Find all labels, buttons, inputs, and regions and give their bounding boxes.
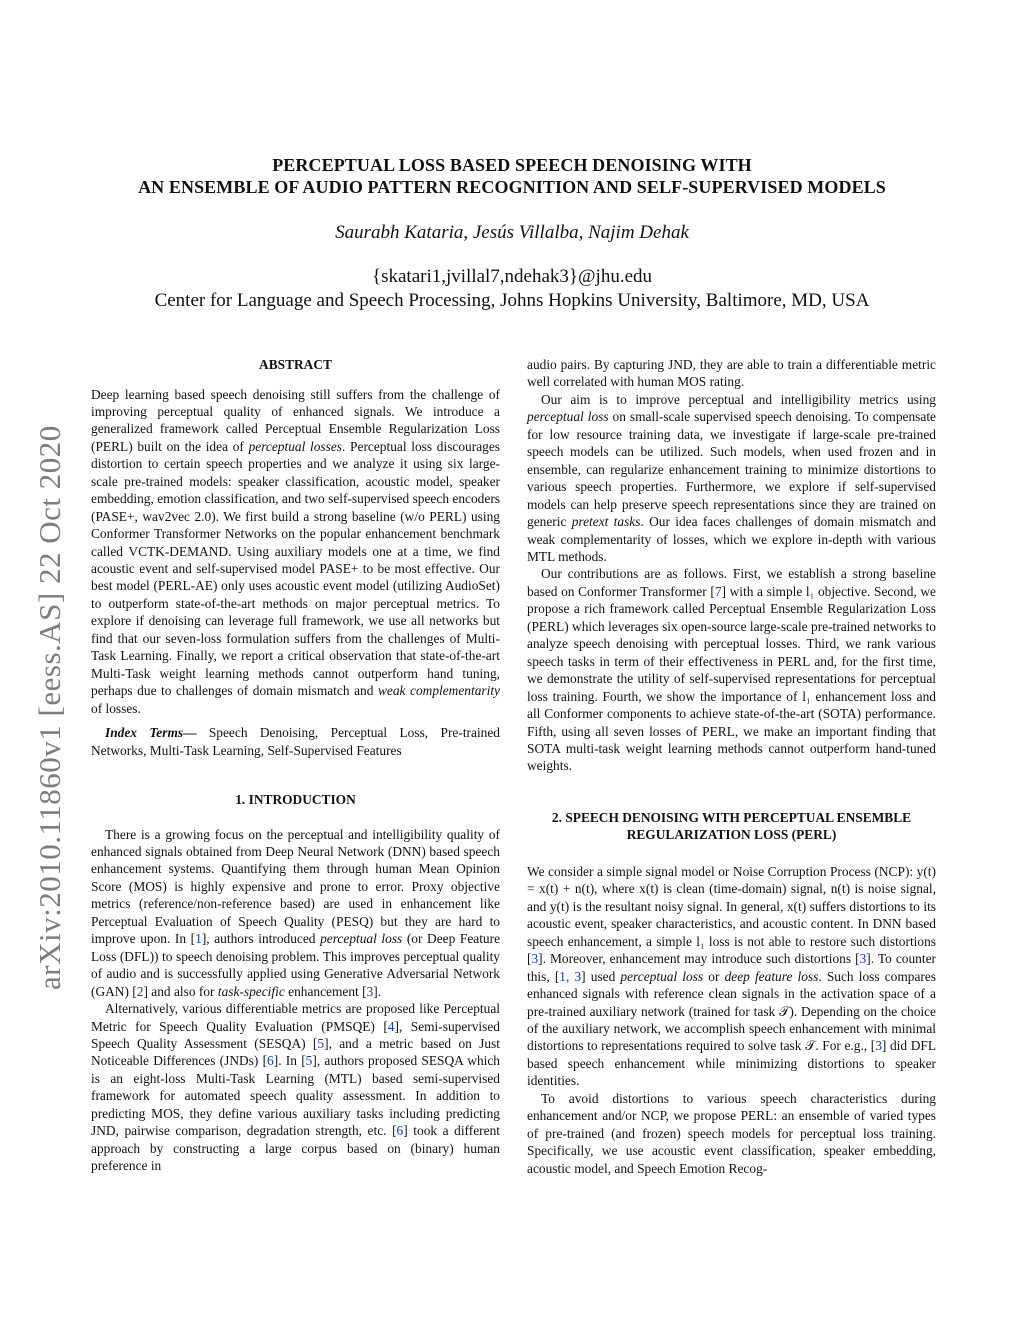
arxiv-stamp xyxy=(28,350,68,990)
title-line-2: AN ENSEMBLE OF AUDIO PATTERN RECOGNITION AND SELF-SUPERVISED MODELS xyxy=(138,177,886,197)
section2-paragraph-2: To avoid distortions to various speech characteristics during enhancement and/or NCP, we propose PERL: an ensemble of varied types of pre-trained (and frozen) speech models for perceptual loss training. Specifically, we use acoustic event classification, speaker embedding, acoustic model, and Speech Emotion Recog- xyxy=(527,1090,936,1176)
citation-link[interactable]: [ 5 ] xyxy=(301,1053,317,1068)
citation-link[interactable]: [ 3 ] xyxy=(855,951,871,966)
abstract-heading: ABSTRACT xyxy=(259,357,332,372)
citation-link[interactable]: [ 6 ] xyxy=(392,1123,408,1138)
affiliation-block xyxy=(60,265,964,313)
citation-link[interactable]: [ 7 ] xyxy=(710,584,726,599)
section2-heading: 2. SPEECH DENOISING WITH PERCEPTUAL ENSEMBLE REGULARIZATION LOSS (PERL) xyxy=(551,809,912,843)
right-column xyxy=(527,356,936,1177)
paper-title xyxy=(60,154,964,198)
citation-link[interactable]: [ 1, 3 ] xyxy=(555,969,586,984)
arxiv-id: arXiv:2010.11860v1 [eess.AS] 22 Oct 2020 xyxy=(32,425,67,990)
citation-link[interactable]: [ 3 ] xyxy=(527,951,543,966)
citation-link[interactable]: [ 4 ] xyxy=(383,1019,399,1034)
citation-link[interactable]: [ 1 ] xyxy=(191,931,207,946)
col2-paragraph-1: Our aim is to improve perceptual and intelligibility metrics using perceptual loss on small-scale supervised speech denoising. To compensate for low resource training data, we investigate if large-scale pre-trained speech models can be utilized. Such models, when used frozen and in ensemble, can regularize enhancement training to minimize distortions to various speech properties. Furthermore, we explore if self-supervised models can help preserve speech representations since they are trained on generic pretext tasks. Our idea faces challenges of domain mismatch and weak complementarity of losses, which we explore in-depth with various MTL methods. xyxy=(527,391,937,564)
citation-link[interactable]: [ 3 ] xyxy=(871,1038,887,1053)
col2-paragraph-0: audio pairs. By capturing JND, they are able to train a differentiable metric well correlated with human MOS rating. xyxy=(527,357,936,390)
title-line-1: PERCEPTUAL LOSS BASED SPEECH DENOISING WITH xyxy=(272,155,752,175)
author-list: Saurabh Kataria, Jesús Villalba, Najim Dehak xyxy=(335,222,689,243)
intro-heading: 1. INTRODUCTION xyxy=(235,792,356,808)
citation-link[interactable]: [ 5 ] xyxy=(313,1036,329,1051)
col2-paragraph-2: Our contributions are as follows. First, we establish a strong baseline based on Conformer Transformer [ 7 ] with a simple l₁ objective. Second, we propose a rich framework called Perceptual Ensemble Regularization Loss (PERL) which leverages six open-source large-scale pre-trained networks to analyze speech denoising with perceptual losses. Third, we rank various speech tasks in term of their effectiveness in PERL and, for the first time, we demonstrate the utility of self-supervised representations for perceptual loss training. Fourth, we show the importance of l₁ enhancement loss and all Conformer components to achieve state-of-the-art (SOTA) performance. Fifth, using all seven losses of PERL, we make an important finding that SOTA multi-task weight learning methods cannot outperform hand-tuned weights. xyxy=(527,565,936,774)
section2-paragraph-1: We consider a simple signal model or Noise Corruption Process (NCP): y(t) = x(t) + n(t), where x(t) is clean (time-domain) signal, n(t) is noise signal, and y(t) is the resultant noisy signal. In general, x(t) suffers distortions to its acoustic event, speaker characteristics, and acoustic content. In DNN based speech enhancement, a simple l₁ loss is not able to restore such distortions [ 3 ] . Moreover, enhancement may introduce such distortions [ 3 ] . To counter this, [ 1, 3 ] used perceptual loss or deep feature loss. Such loss compares enhanced signals with reference clean signals in the activation space of a pre-trained auxiliary network (trained for task 𝒯). Depending on the choice of the auxiliary network, we accomplish speech enhancement with minimal distortions to representations required to solve task 𝒯. For e.g., [ 3 ] did DFL based speech enhancement while minimizing distortions to speaker identities. xyxy=(527,863,936,1090)
citation-link[interactable]: [ 3 ] xyxy=(362,984,378,999)
intro-paragraph-2: Alternatively, various differentiable metrics are proposed like Perceptual Metric for Speech Quality Evaluation (PMSQE) [ 4 ] , Semi-supervised Speech Quality Assessment (SESQA) [ 5 ] , and a metric based on Just Noticeable Differences (JNDs) [ 6 ] . In [ 5 ] , authors proposed SESQA which is an eight-loss Multi-Task Learning (MTL) based semi-supervised framework for automated speech quality assessment. In addition to predicting MOS, they define various auxiliary tasks including predicting JND, pairwise comparison, degradation strength, etc. [ 6 ] took a different approach by constructing a large corpus based on (binary) human preference in xyxy=(91,1000,500,1175)
index-terms: Index Terms— Speech Denoising, Perceptual Loss, Pre-trained Networks, Multi-Task Learning, Self-Supervised Features xyxy=(91,725,500,758)
left-column xyxy=(91,356,500,1175)
abstract-text: Deep learning based speech denoising still suffers from the challenge of improving perceptual quality of enhanced signals. We introduce a generalized framework called Perceptual Ensemble Regularization Loss (PERL) built on the idea of perceptual losses. Perceptual loss discourages distortion to certain speech properties and we analyze it using six large-scale pre-trained models: speaker classification, acoustic model, speaker embedding, emotion classification, and two self-supervised speech encoders (PASE+, wav2vec 2.0). We first build a strong baseline (w/o PERL) using Conformer Transformer Networks on the popular enhancement benchmark called VCTK-DEMAND. Using auxiliary models one at a time, we find acoustic event and self-supervised model PASE+ to be most effective. Our best model (PERL-AE) only uses acoustic event model (utilizing AudioSet) to outperform state-of-the-art methods on major perceptual metrics. To explore if denoising can leverage full framework, we use all networks but find that our seven-loss formulation suffers from the challenges of Multi-Task Learning. Finally, we report a critical observation that state-of-the-art Multi-Task weight learning methods cannot outperform hand tuning, perhaps due to challenges of domain mismatch and weak complementarity of losses. xyxy=(91,386,500,716)
affiliation: Center for Language and Speech Processing, Johns Hopkins University, Baltimore, MD, USA xyxy=(154,290,870,311)
intro-paragraph-1: There is a growing focus on the perceptual and intelligibility quality of enhanced signals obtained from Deep Neural Network (DNN) based speech enhancement systems. Quantifying them through human Mean Opinion Score (MOS) is highly expensive and prone to error. Proxy objective metrics (reference/non-reference based) are used in enhancement like Perceptual Evaluation of Speech Quality (PESQ) but they are hard to improve upon. In [ 1 ] , authors introduced perceptual loss (or Deep Feature Loss (DFL)) to speech denoising problem. This improves perceptual quality of audio and is successfully applied using Generative Adversarial Network (GAN) [ 2 ] and also for task-specific enhancement [ 3 ] . xyxy=(91,826,500,1001)
author-email: {skatari1,jvillal7,ndehak3}@jhu.edu xyxy=(371,266,653,287)
citation-link[interactable]: [ 2 ] xyxy=(132,984,148,999)
citation-link[interactable]: [ 6 ] xyxy=(263,1053,279,1068)
